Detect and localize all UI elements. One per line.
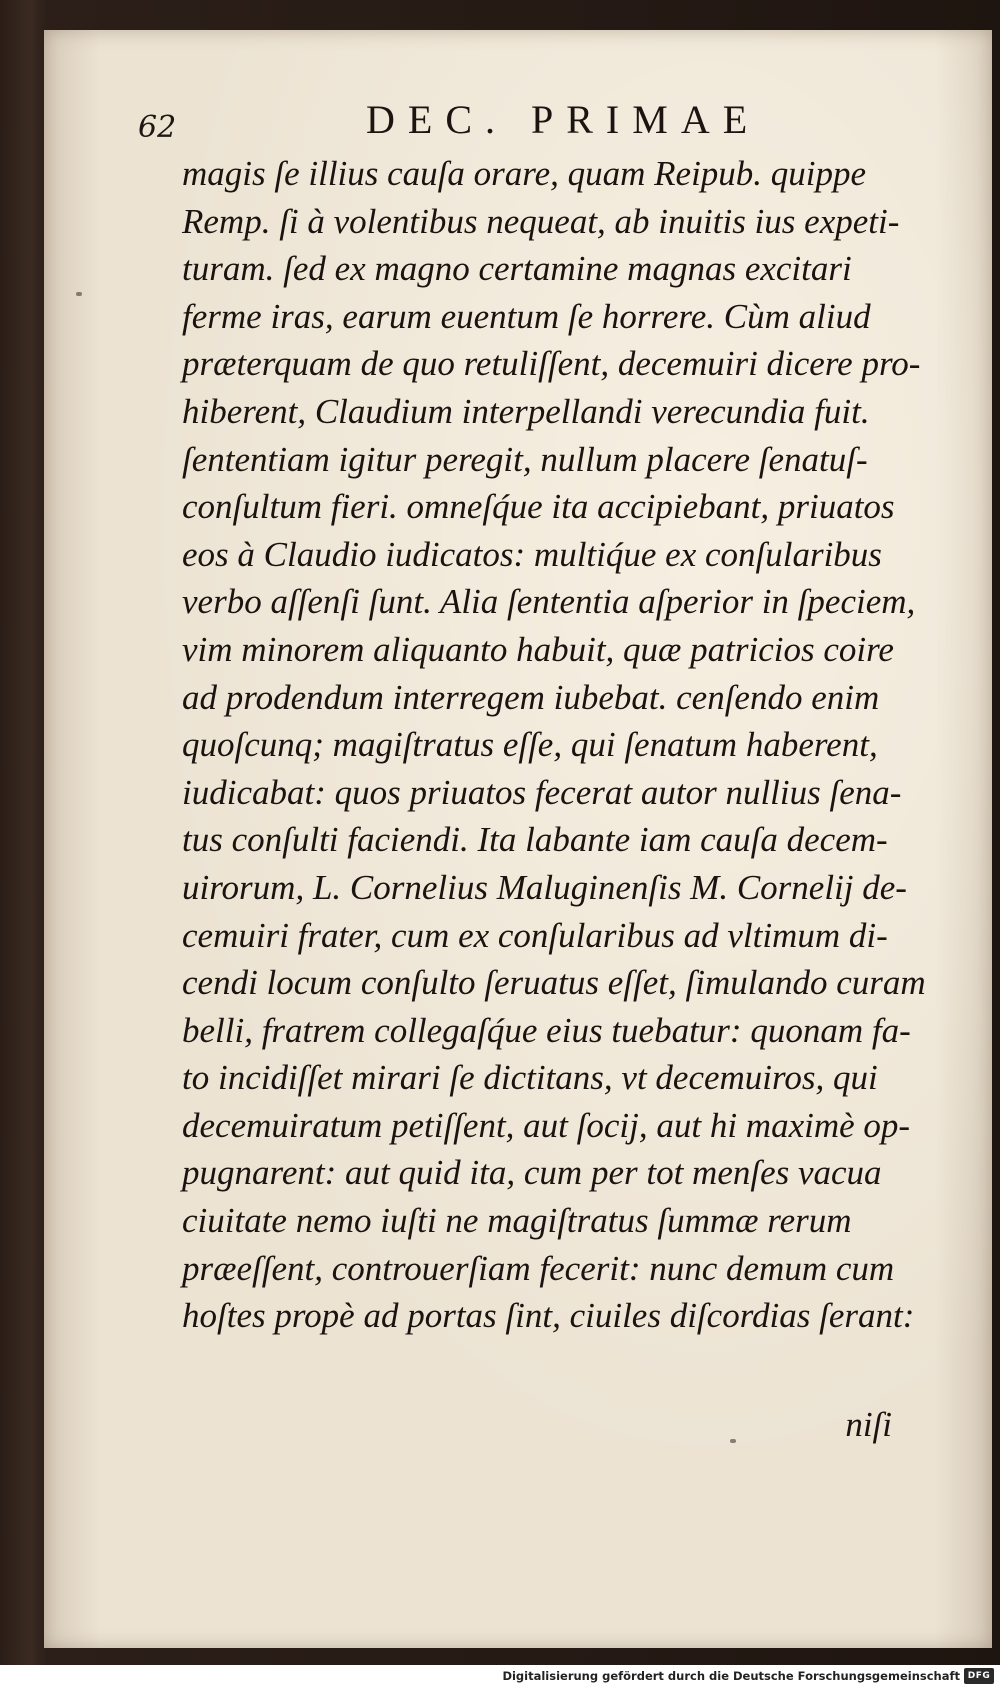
digitization-footer: [0, 1665, 1000, 1689]
ink-speck: [76, 292, 82, 296]
text-line: eos à Claudio iudicatos: multiq́ue ex conſularibus: [182, 534, 882, 574]
text-line: ciuitate nemo iuſti ne magiſtratus ſummæ rerum: [182, 1201, 852, 1241]
text-line: turam. ſed ex magno certamine magnas excitari: [182, 249, 852, 289]
text-line: ferme iras, earum euentum ſe horrere. Cùm aliud: [182, 296, 871, 336]
running-head-title: DEC. PRIMAE: [366, 97, 761, 142]
body-text: [182, 150, 942, 1340]
text-line: cemuiri frater, cum ex conſularibus ad vltimum di-: [182, 915, 888, 955]
ink-speck: [730, 1439, 736, 1443]
text-line: quoſcunq; magiſtratus eſſe, qui ſenatum haberent,: [182, 725, 878, 765]
text-line: iudicabat: quos priuatos fecerat autor nullius ſena-: [182, 772, 902, 812]
text-line: vim minorem aliquanto habuit, quæ patricios coire: [182, 629, 894, 669]
text-line: verbo aſſenſi ſunt. Alia ſententia aſperior in ſpeciem,: [182, 582, 916, 622]
page-number: 62: [138, 110, 177, 145]
text-line: magis ſe illius cauſa orare, quam Reipub. quippe: [182, 154, 867, 193]
text-line: belli, fratrem collegaſq́ue eius tuebatur: quonam fa-: [182, 1010, 911, 1050]
text-line: pugnarent: aut quid ita, cum per tot menſes vacua: [182, 1153, 882, 1193]
text-line: Remp. ſi à volentibus nequeat, ab inuitis ius expeti-: [182, 201, 900, 241]
running-head: [138, 96, 858, 146]
dfg-logo-icon: DFG: [964, 1668, 994, 1684]
text-line: tus conſulti faciendi. Ita labante iam cauſa decem-: [182, 820, 888, 860]
text-line: hoſtes propè ad portas ſint, ciuiles diſcordias ſerant:: [182, 1296, 915, 1336]
text-line: decemuiratum petiſſent, aut ſocij, aut hi maximè op-: [182, 1105, 911, 1145]
text-line: to incidiſſet mirari ſe dictitans, vt decemuiros, qui: [182, 1058, 878, 1098]
text-line: ad prodendum interregem iubebat. cenſendo enim: [182, 677, 880, 717]
catchword: niſi: [845, 1405, 892, 1444]
text-line: præterquam de quo retuliſſent, decemuiri dicere pro-: [182, 344, 921, 384]
text-line: ſententiam igitur peregit, nullum placere ſenatuſ-: [182, 439, 868, 479]
funding-credit: Digitalisierung gefördert durch die Deutsche Forschungsgemeinschaft: [502, 1669, 960, 1683]
text-line: cendi locum conſulto ſeruatus eſſet, ſimulando curam: [182, 963, 926, 1003]
text-line: præeſſent, controuerſiam fecerit: nunc demum cum: [182, 1248, 895, 1288]
text-line: hiberent, Claudium interpellandi verecundia fuit.: [182, 391, 870, 431]
text-line: uirorum, L. Cornelius Maluginenſis M. Cornelij de-: [182, 867, 907, 907]
text-line: conſultum fieri. omneſq́ue ita accipiebant, priuatos: [182, 487, 895, 527]
